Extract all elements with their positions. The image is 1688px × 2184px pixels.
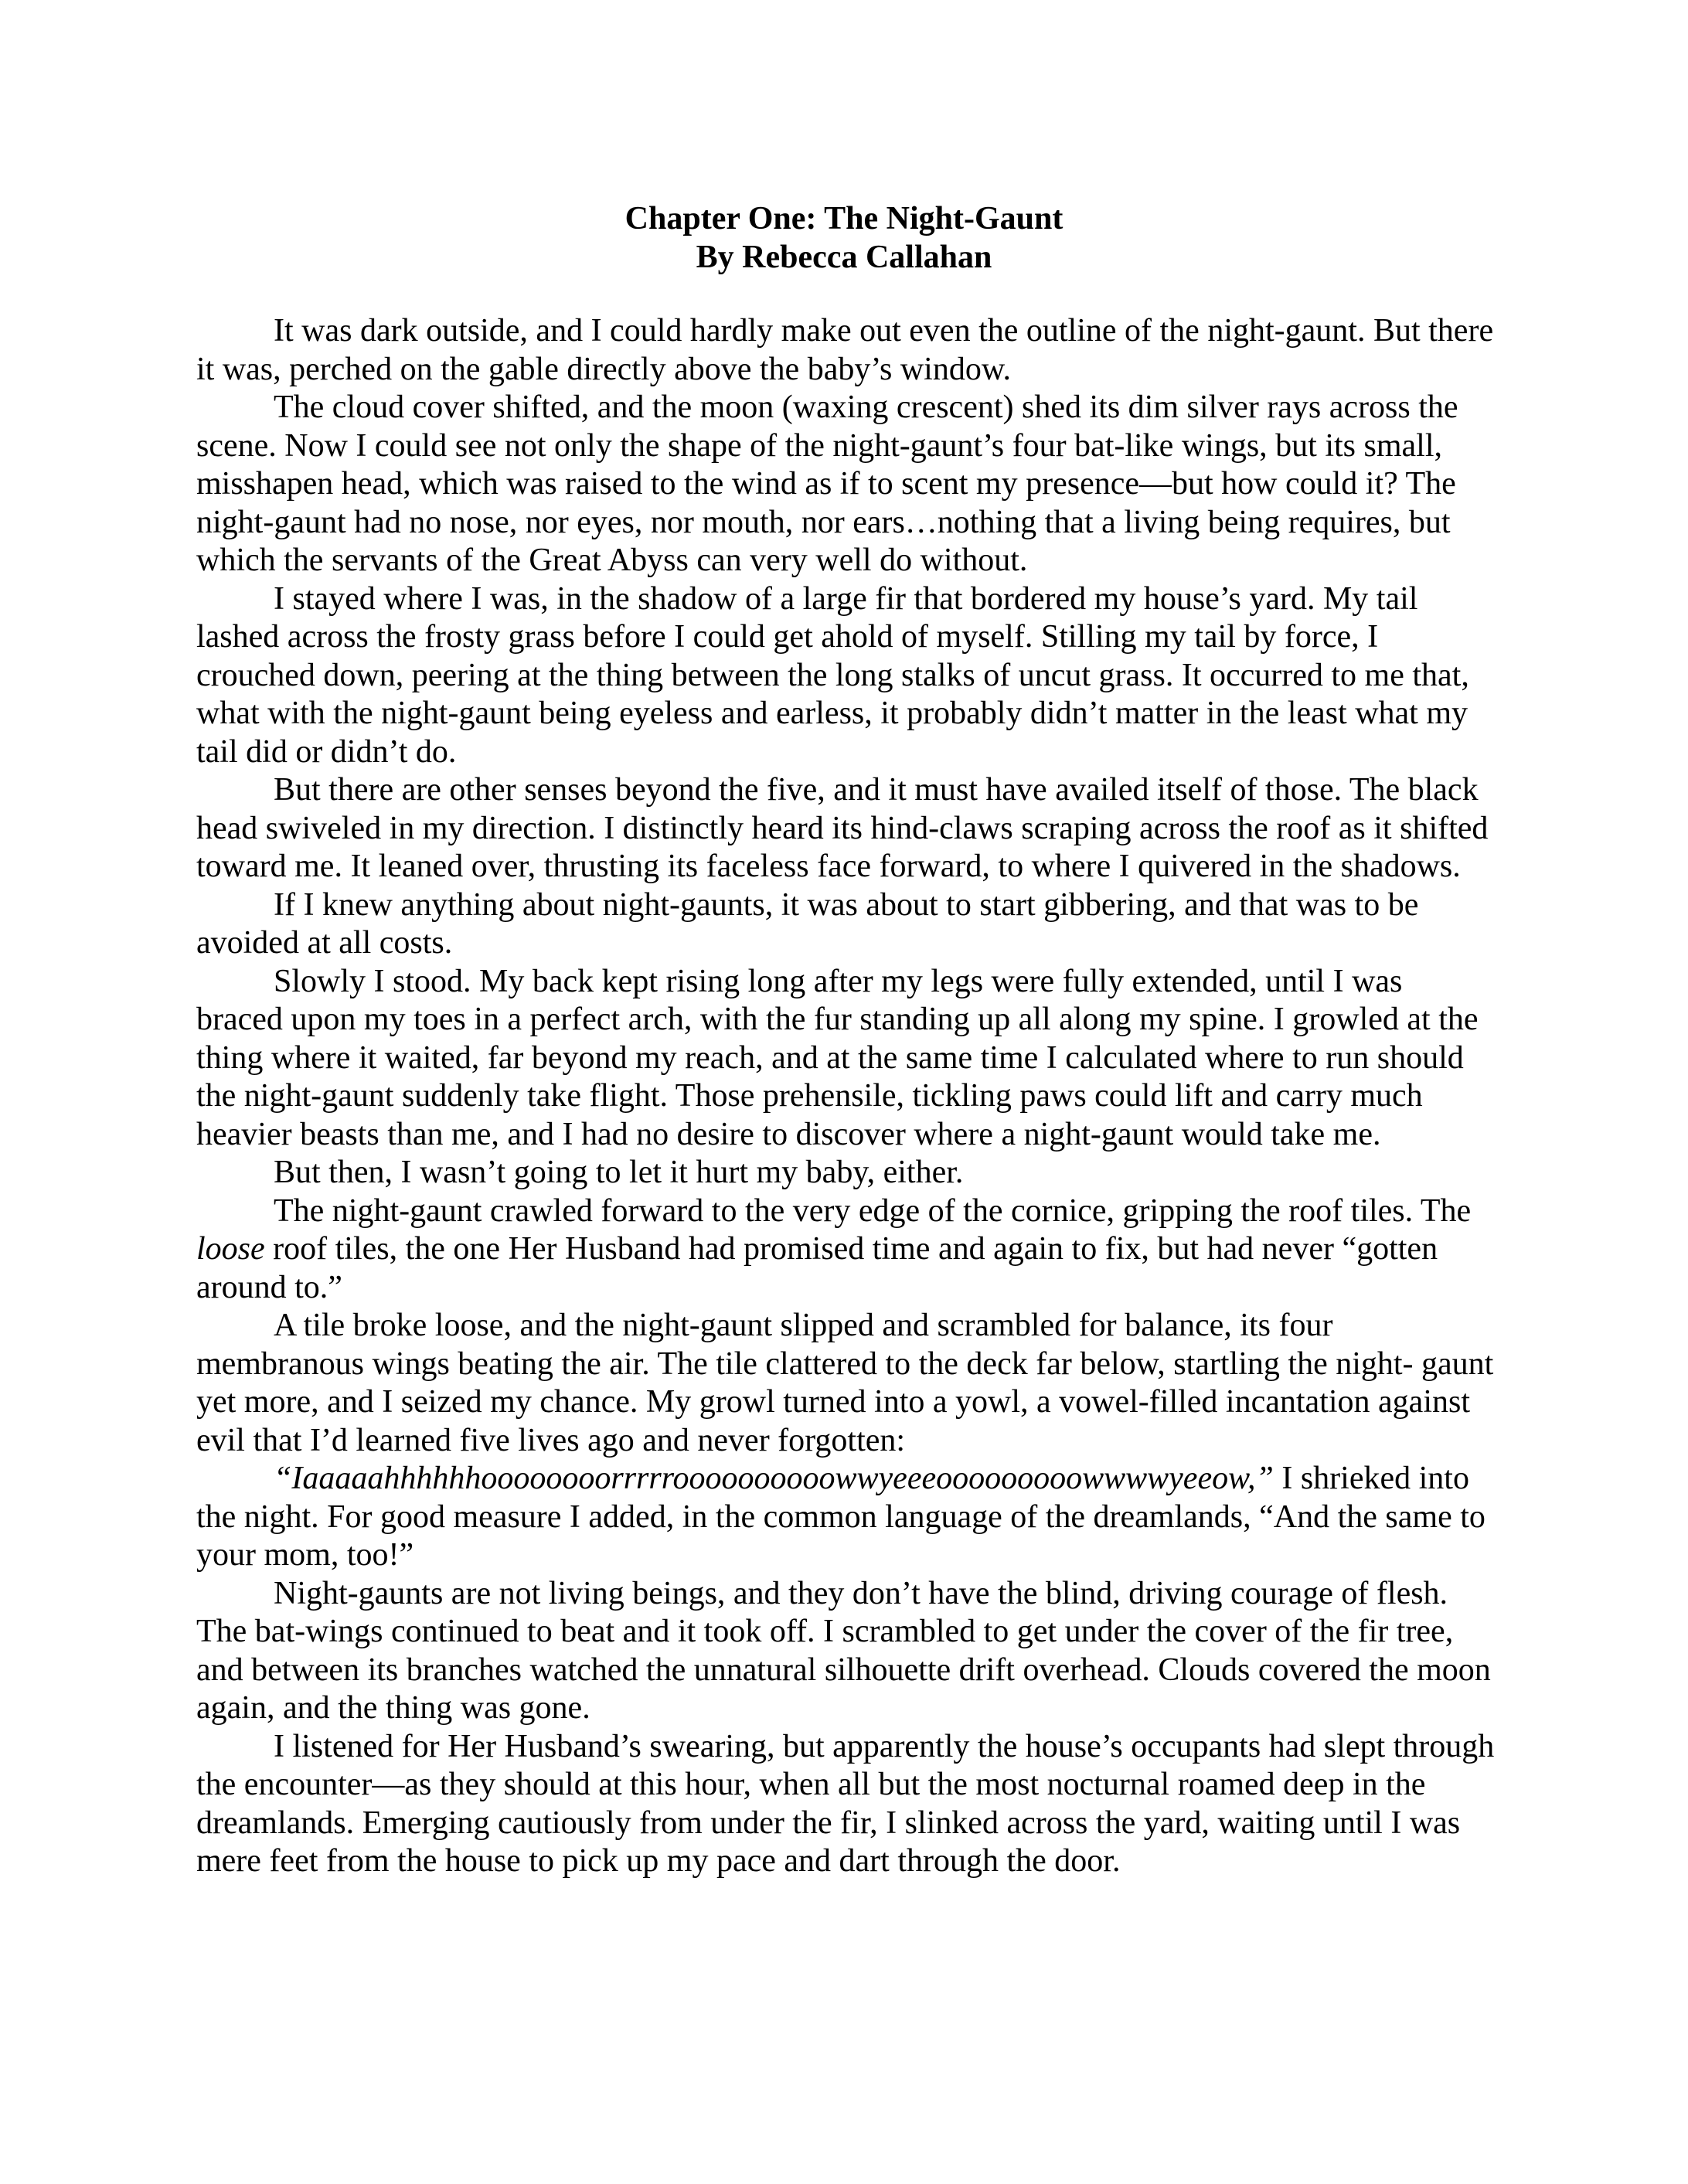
paragraph (196, 580, 1495, 772)
text-line: I listened for Her Husband’s swearing, but apparently the house’s occupants had slept (274, 1728, 1386, 1764)
text-line: which the servants of the Great Abyss can very well do without. (196, 543, 1028, 578)
paragraph (196, 1575, 1495, 1728)
text-line: much heavier beasts than me, and I had no desire to discover where a night-gaunt would take me. (196, 1078, 1423, 1152)
text-line: against evil that I’d learned five lives ago and never forgotten: (196, 1384, 1470, 1458)
emphasized-word: loose (196, 1231, 265, 1267)
text-line: to your mom, too!” (196, 1499, 1486, 1573)
author-byline: By Rebecca Callahan (696, 240, 992, 275)
text-line: Night-gaunts are not living beings, and they don’t have the blind, driving courage of flesh. (274, 1575, 1448, 1611)
text-line: Slowly I stood. My back kept rising long after my legs were fully extended, until I was (274, 963, 1403, 999)
text-line: lashed across the frosty grass before I could get ahold of myself. Stilling my tail by force, I (196, 619, 1379, 655)
text-line: I shrieked into (1273, 1461, 1469, 1496)
paragraph (196, 1460, 1495, 1575)
text-line: should the night-gaunt suddenly take flight. Those prehensile, tickling paws could lift and carry (196, 1039, 1464, 1114)
text-line: braced upon my toes in a perfect arch, with the fur standing up all along my spine. I growled at (196, 1002, 1431, 1037)
text-line: scene. Now I could see not only the shape of the night-gaunt’s four bat-like wings, but its small, (196, 427, 1443, 464)
paragraph (196, 963, 1495, 1155)
text-line: through the encounter—as they should at this hour, when all but the most nocturnal roamed deep (196, 1728, 1495, 1802)
chapter-title: Chapter One: The Night-Gaunt (624, 201, 1064, 236)
text-line: I stayed where I was, in the shadow of a large fir that bordered my house’s yard. My tail (274, 580, 1418, 617)
paragraph (196, 312, 1495, 389)
text-line: The night-gaunt crawled forward to the very edge of the cornice, gripping the roof tiles. (274, 1192, 1414, 1229)
text-line: it shifted toward me. It leaned over, thrusting its faceless face forward, to where I quivered in the (196, 810, 1489, 884)
text-line: what my tail did or didn’t do. (196, 696, 1468, 770)
text-line: that, what with the night-gaunt being eyeless and earless, it probably didn’t matter in the least (196, 657, 1469, 731)
text-line: until I was mere feet from the house to pick up my pace and dart through the door. (196, 1805, 1461, 1879)
text-line: membranous wings beating the air. The tile clattered to the deck far below, startling the night- (196, 1345, 1414, 1382)
text-line: A tile broke loose, and the night-gaunt slipped and scrambled for balance, its four (274, 1308, 1333, 1343)
text-line: night-gaunt had no nose, nor eyes, nor mouth, nor ears…nothing that a living being requires, but (196, 504, 1451, 540)
paragraph (196, 771, 1495, 886)
text-line: But there are other senses beyond the five, and it must have availed itself of those. The (274, 772, 1400, 808)
text-line: and between its branches watched the unnatural silhouette drift overhead. Clouds covered the (196, 1652, 1409, 1688)
text-line: the thing where it waited, far beyond my reach, and at the same time I calculated where to run (196, 1002, 1479, 1076)
text-line: roof tiles, the one Her Husband had promised time and again to fix, but had never (264, 1231, 1334, 1267)
text-line: the night. For good measure I added, in the common language of the dreamlands, “And the same (196, 1499, 1452, 1535)
text-line: in the dreamlands. Emerging cautiously from under the fir, I slinked across the yard, waiting (196, 1767, 1426, 1841)
story-body (196, 312, 1495, 1881)
text-line: moon again, and the thing was gone. (196, 1652, 1491, 1726)
text-line: gaunt yet more, and I seized my chance. My growl turned into a yowl, a vowel-filled incantation (196, 1345, 1494, 1420)
text-line: If I knew anything about night-gaunts, it was about to start gibbering, and that was to be (274, 886, 1419, 923)
text-line: But then, I wasn’t going to let it hurt my baby, either. (274, 1155, 964, 1190)
text-line: shadows. (1340, 849, 1461, 884)
text-line: black head swiveled in my direction. I distinctly heard its hind-claws scraping across the roof as (196, 772, 1479, 846)
paragraph (196, 1728, 1495, 1881)
text-line: “gotten around to.” (196, 1231, 1438, 1305)
paragraph (196, 389, 1495, 580)
paragraph (196, 886, 1495, 963)
paragraph (196, 1192, 1495, 1308)
text-line: there it was, perched on the gable directly above the baby’s window. (196, 313, 1494, 387)
emphasized-incantation: “Iaaaaahhhhhhoooooooorrrrroooooooooowwyeeeooooooooowwwwyeeow,” (274, 1461, 1274, 1496)
text-line: The (1420, 1192, 1472, 1229)
paragraph (196, 1307, 1495, 1460)
text-line: crouched down, peering at the thing between the long stalks of uncut grass. It occurred to me (196, 657, 1404, 693)
text-line: The cloud cover shifted, and the moon (waxing crescent) shed its dim silver rays across the (274, 390, 1458, 425)
text-line: The bat-wings continued to beat and it took off. I scrambled to get under the cover of the fir tree, (196, 1614, 1454, 1649)
text-line: avoided at all costs. (196, 925, 453, 961)
text-line: It was dark outside, and I could hardly make out even the outline of the night-gaunt. But (274, 313, 1421, 349)
paragraph (196, 1154, 1495, 1192)
chapter-heading (0, 199, 1688, 277)
text-line: misshapen head, which was raised to the wind as if to scent my presence—but how could it? The (196, 466, 1456, 502)
